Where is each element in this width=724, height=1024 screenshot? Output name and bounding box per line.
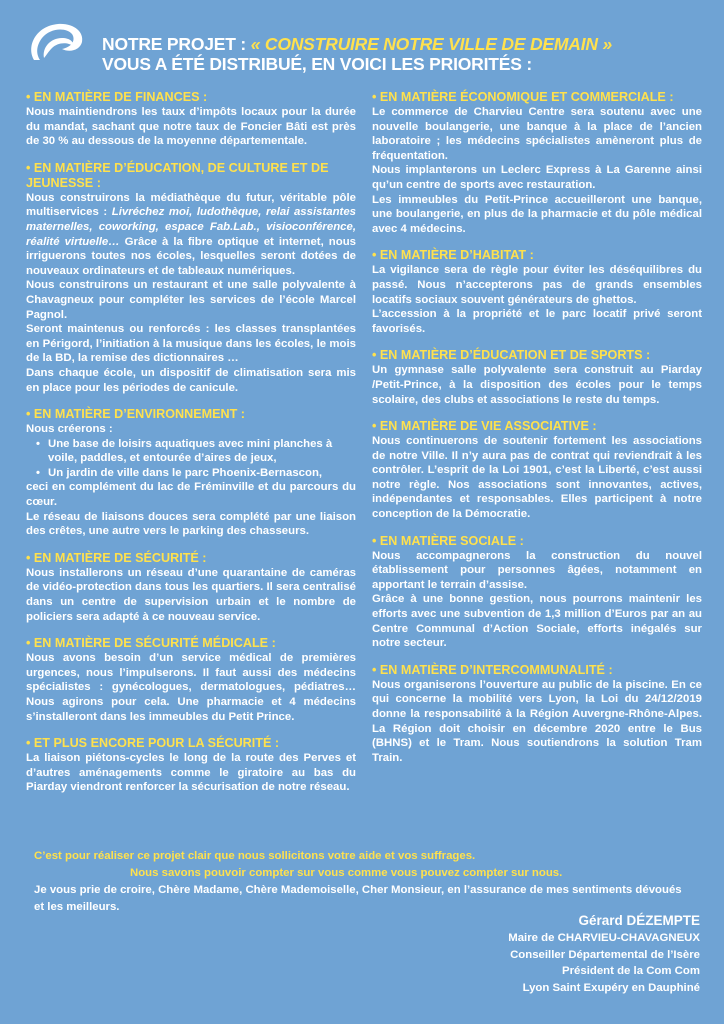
stylized-wave-logo-icon bbox=[26, 20, 88, 68]
section-economique bbox=[372, 90, 702, 236]
heading-sports: • EN MATIÈRE D’ÉDUCATION ET DE SPORTS : bbox=[372, 348, 651, 363]
plus-securite-text: La liaison piétons-cycles le long de la route des Perves et d’autres aménagements comme le giratoire au bas du Piarday viendront renforcer la sécurisation de notre réseau. bbox=[26, 752, 356, 794]
section-education bbox=[26, 161, 356, 395]
intercommunalite-text: Nous organiserons l’ouverture au public de la piscine. En ce qui concerne la mobilité vers Lyon, la Loi du 24/12/2019 donne la responsabilité à la Région Auvergne-Rhône-Alpes. La Région doit choisir en décembre 2020 entre le Bus (BHNS) et le Tram. Nous soutiendrons la solution Tram Train. bbox=[372, 678, 702, 764]
closing-text bbox=[34, 848, 694, 916]
vie-associative-text: Nous continuerons de soutenir fortement les associations de notre Ville. Il n’y aura pas de contrat qui reviendrait à les contrôler. L’esprit de la Loi 1901, c’est la Liberté, c’est aussi notre règle. Nos associations sont innovantes, actives, indépendantes et responsables. Elles participent à notre conception de la Démocratie. bbox=[372, 435, 702, 521]
securite-medicale-text: Nous avons besoin d’un service médical de premières urgences, nous l’impulserons. Il faut aussi des médecins spécialistes : gynécologues, dermatologues, pédiatres… Nous agirons pour cela. Une pharmacie et 4 médecins s’installeront dans les immeubles du Petit Prince. bbox=[26, 652, 356, 723]
header-line-2: VOUS A ÉTÉ DISTRIBUÉ, EN VOICI LES PRIORITÉS : bbox=[102, 54, 532, 74]
environnement-text-2: Le réseau de liaisons douces sera complété par une liaison des crêtes, une autre vers le parking des chasseurs. bbox=[26, 510, 356, 538]
section-sports bbox=[372, 348, 702, 407]
section-sociale bbox=[372, 534, 702, 651]
signature-role-4: Lyon Saint Exupéry en Dauphiné bbox=[522, 981, 700, 994]
economique-text-1: Le commerce de Charvieu Centre sera soutenu avec une nouvelle boulangerie, une banque à la place de l’ancien laboratoire ; les médecins spécialistes amèneront plus de fréquentation. bbox=[372, 106, 702, 162]
section-securite bbox=[26, 551, 356, 624]
education-text-4: Dans chaque école, un dispositif de climatisation sera mis en place pour les périodes de canicule. bbox=[26, 366, 356, 394]
list-item: • Un jardin de ville dans le parc Phoenix-Bernascon, bbox=[48, 466, 356, 481]
habitat-text-2: L’accession à la propriété et le parc locatif privé seront favorisés. bbox=[372, 308, 702, 335]
sociale-text-2: Grâce à une bonne gestion, nous pourrons maintenir les efforts avec une subvention de 1,3 million d’Euros par an au Centre Communal d’Action Sociale, efforts inégalés sur notre secteur. bbox=[372, 593, 702, 650]
section-securite-medicale bbox=[26, 636, 356, 724]
heading-intercommunalite: • EN MATIÈRE D’INTERCOMMUNALITÉ : bbox=[372, 662, 613, 677]
header-line-1 bbox=[102, 34, 702, 54]
environnement-text-after: ceci en complément du lac de Fréminville et du parcours du cœur. bbox=[26, 481, 356, 509]
economique-text-2: Nous implanterons un Leclerc Express à La Garenne ainsi qu’un centre de sports avec restauration. bbox=[372, 164, 702, 191]
environnement-intro: Nous créerons : bbox=[26, 423, 113, 436]
education-text-2: Nous construirons un restaurant et une salle polyvalente à Chavagneux pour compléter les services de l’école Marcel Pagnol. bbox=[26, 279, 356, 321]
closing-line-1: C’est pour réaliser ce projet clair que nous sollicitons votre aide et vos suffrages. bbox=[34, 850, 476, 862]
securite-text: Nous installerons un réseau d’une quarantaine de caméras de vidéo-protection dans tous les quartiers. Il sera centralisé dans un centre de supervision urbain et le nombre de policiers sera adapté à ce nouveau service. bbox=[26, 566, 356, 623]
heading-securite: • EN MATIÈRE DE SÉCURITÉ : bbox=[26, 550, 207, 565]
section-habitat bbox=[372, 248, 702, 336]
heading-finances: • EN MATIÈRE DE FINANCES : bbox=[26, 90, 208, 104]
heading-vie-associative: • EN MATIÈRE DE VIE ASSOCIATIVE : bbox=[372, 419, 597, 434]
closing-line-3: Je vous prie de croire, Chère Madame, Chère Mademoiselle, Cher Monsieur, en l’assurance de mes sentiments dévoués et les meilleurs. bbox=[34, 884, 682, 913]
heading-sociale: • EN MATIÈRE SOCIALE : bbox=[372, 533, 524, 548]
signature-name: Gérard DÉZEMPTE bbox=[578, 913, 700, 928]
section-plus-securite bbox=[26, 736, 356, 795]
finances-text: Nous maintiendrons les taux d’impôts locaux pour la durée du mandat, sachant que notre taux de Foncier Bâti est près de 30 % au dessous de la moyenne départementale. bbox=[26, 106, 356, 148]
heading-economique: • EN MATIÈRE ÉCONOMIQUE ET COMMERCIALE : bbox=[372, 90, 674, 104]
sociale-text-1: Nous accompagnerons la construction du nouvel établissement pour personnes âgées, notamment en apportant le terrain d’assise. bbox=[372, 549, 702, 591]
section-vie-associative bbox=[372, 419, 702, 522]
page-header bbox=[102, 34, 702, 74]
economique-text-3: Les immeubles du Petit-Prince accueilleront une banque, une boulangerie, en plus de la pharmacie et du pôle médical avec 4 médecins. bbox=[372, 193, 702, 235]
closing-line-2: Nous savons pouvoir compter sur vous comme vous pouvez compter sur nous. bbox=[130, 867, 563, 879]
education-text-italic: Livréchez moi, ludothèque, relai assistantes maternelles, coworking, espace Fab.Lab., visioconférence, réalité virtuelle… bbox=[26, 206, 356, 248]
environnement-list bbox=[26, 437, 356, 481]
heading-habitat: • EN MATIÈRE D’HABITAT : bbox=[372, 248, 534, 263]
signature-role-3: Président de la Com Com bbox=[562, 965, 700, 977]
heading-education: • EN MATIÈRE D’ÉDUCATION, DE CULTURE ET DE JEUNESSE : bbox=[26, 160, 329, 190]
signature-role-2: Conseiller Départemental de l’Isère bbox=[510, 948, 700, 961]
header-quote: « CONSTRUIRE NOTRE VILLE DE DEMAIN » bbox=[250, 34, 612, 54]
right-column bbox=[372, 90, 702, 777]
section-intercommunalite bbox=[372, 663, 702, 766]
heading-environnement: • EN MATIÈRE D’ENVIRONNEMENT : bbox=[26, 407, 245, 422]
list-item: • Une base de loisirs aquatiques avec mini planches à voile, paddles, et entourée d’aires de jeux, bbox=[48, 437, 356, 466]
left-column bbox=[26, 90, 356, 807]
education-text-1 bbox=[26, 191, 356, 279]
section-finances bbox=[26, 90, 356, 149]
education-text-start: Nous construirons la médiathèque du futur, véritable pôle multiservices : bbox=[26, 191, 356, 219]
header-prefix: NOTRE PROJET : bbox=[102, 34, 251, 54]
signature-block bbox=[508, 912, 700, 996]
section-environnement bbox=[26, 407, 356, 539]
signature-role-1: Maire de CHARVIEU-CHAVAGNEUX bbox=[508, 932, 700, 944]
heading-plus-securite: • ET PLUS ENCORE POUR LA SÉCURITÉ : bbox=[26, 736, 280, 751]
heading-securite-medicale: • EN MATIÈRE DE SÉCURITÉ MÉDICALE : bbox=[26, 636, 276, 651]
education-text-end: Grâce à la fibre optique et internet, nous irriguerons toutes nos écoles, lesquelles seront dotées de nouveaux ordinateurs et de tableaux numériques. bbox=[26, 235, 356, 277]
habitat-text-1: La vigilance sera de règle pour éviter les déséquilibres du passé. Nous n’accepterons pas de grands ensembles locatifs sociaux souvent générateurs de ghettos. bbox=[372, 264, 702, 306]
sports-text: Un gymnase salle polyvalente sera construit au Piarday /Petit-Prince, à la disposition des écoles pour le temps scolaire, des clubs et associations le reste du temps. bbox=[372, 364, 702, 406]
education-text-3: Seront maintenus ou renforcés : les classes transplantées en Périgord, l’initiation à la musique dans les écoles, le mois de la BD, la remise des dictionnaires … bbox=[26, 323, 356, 365]
